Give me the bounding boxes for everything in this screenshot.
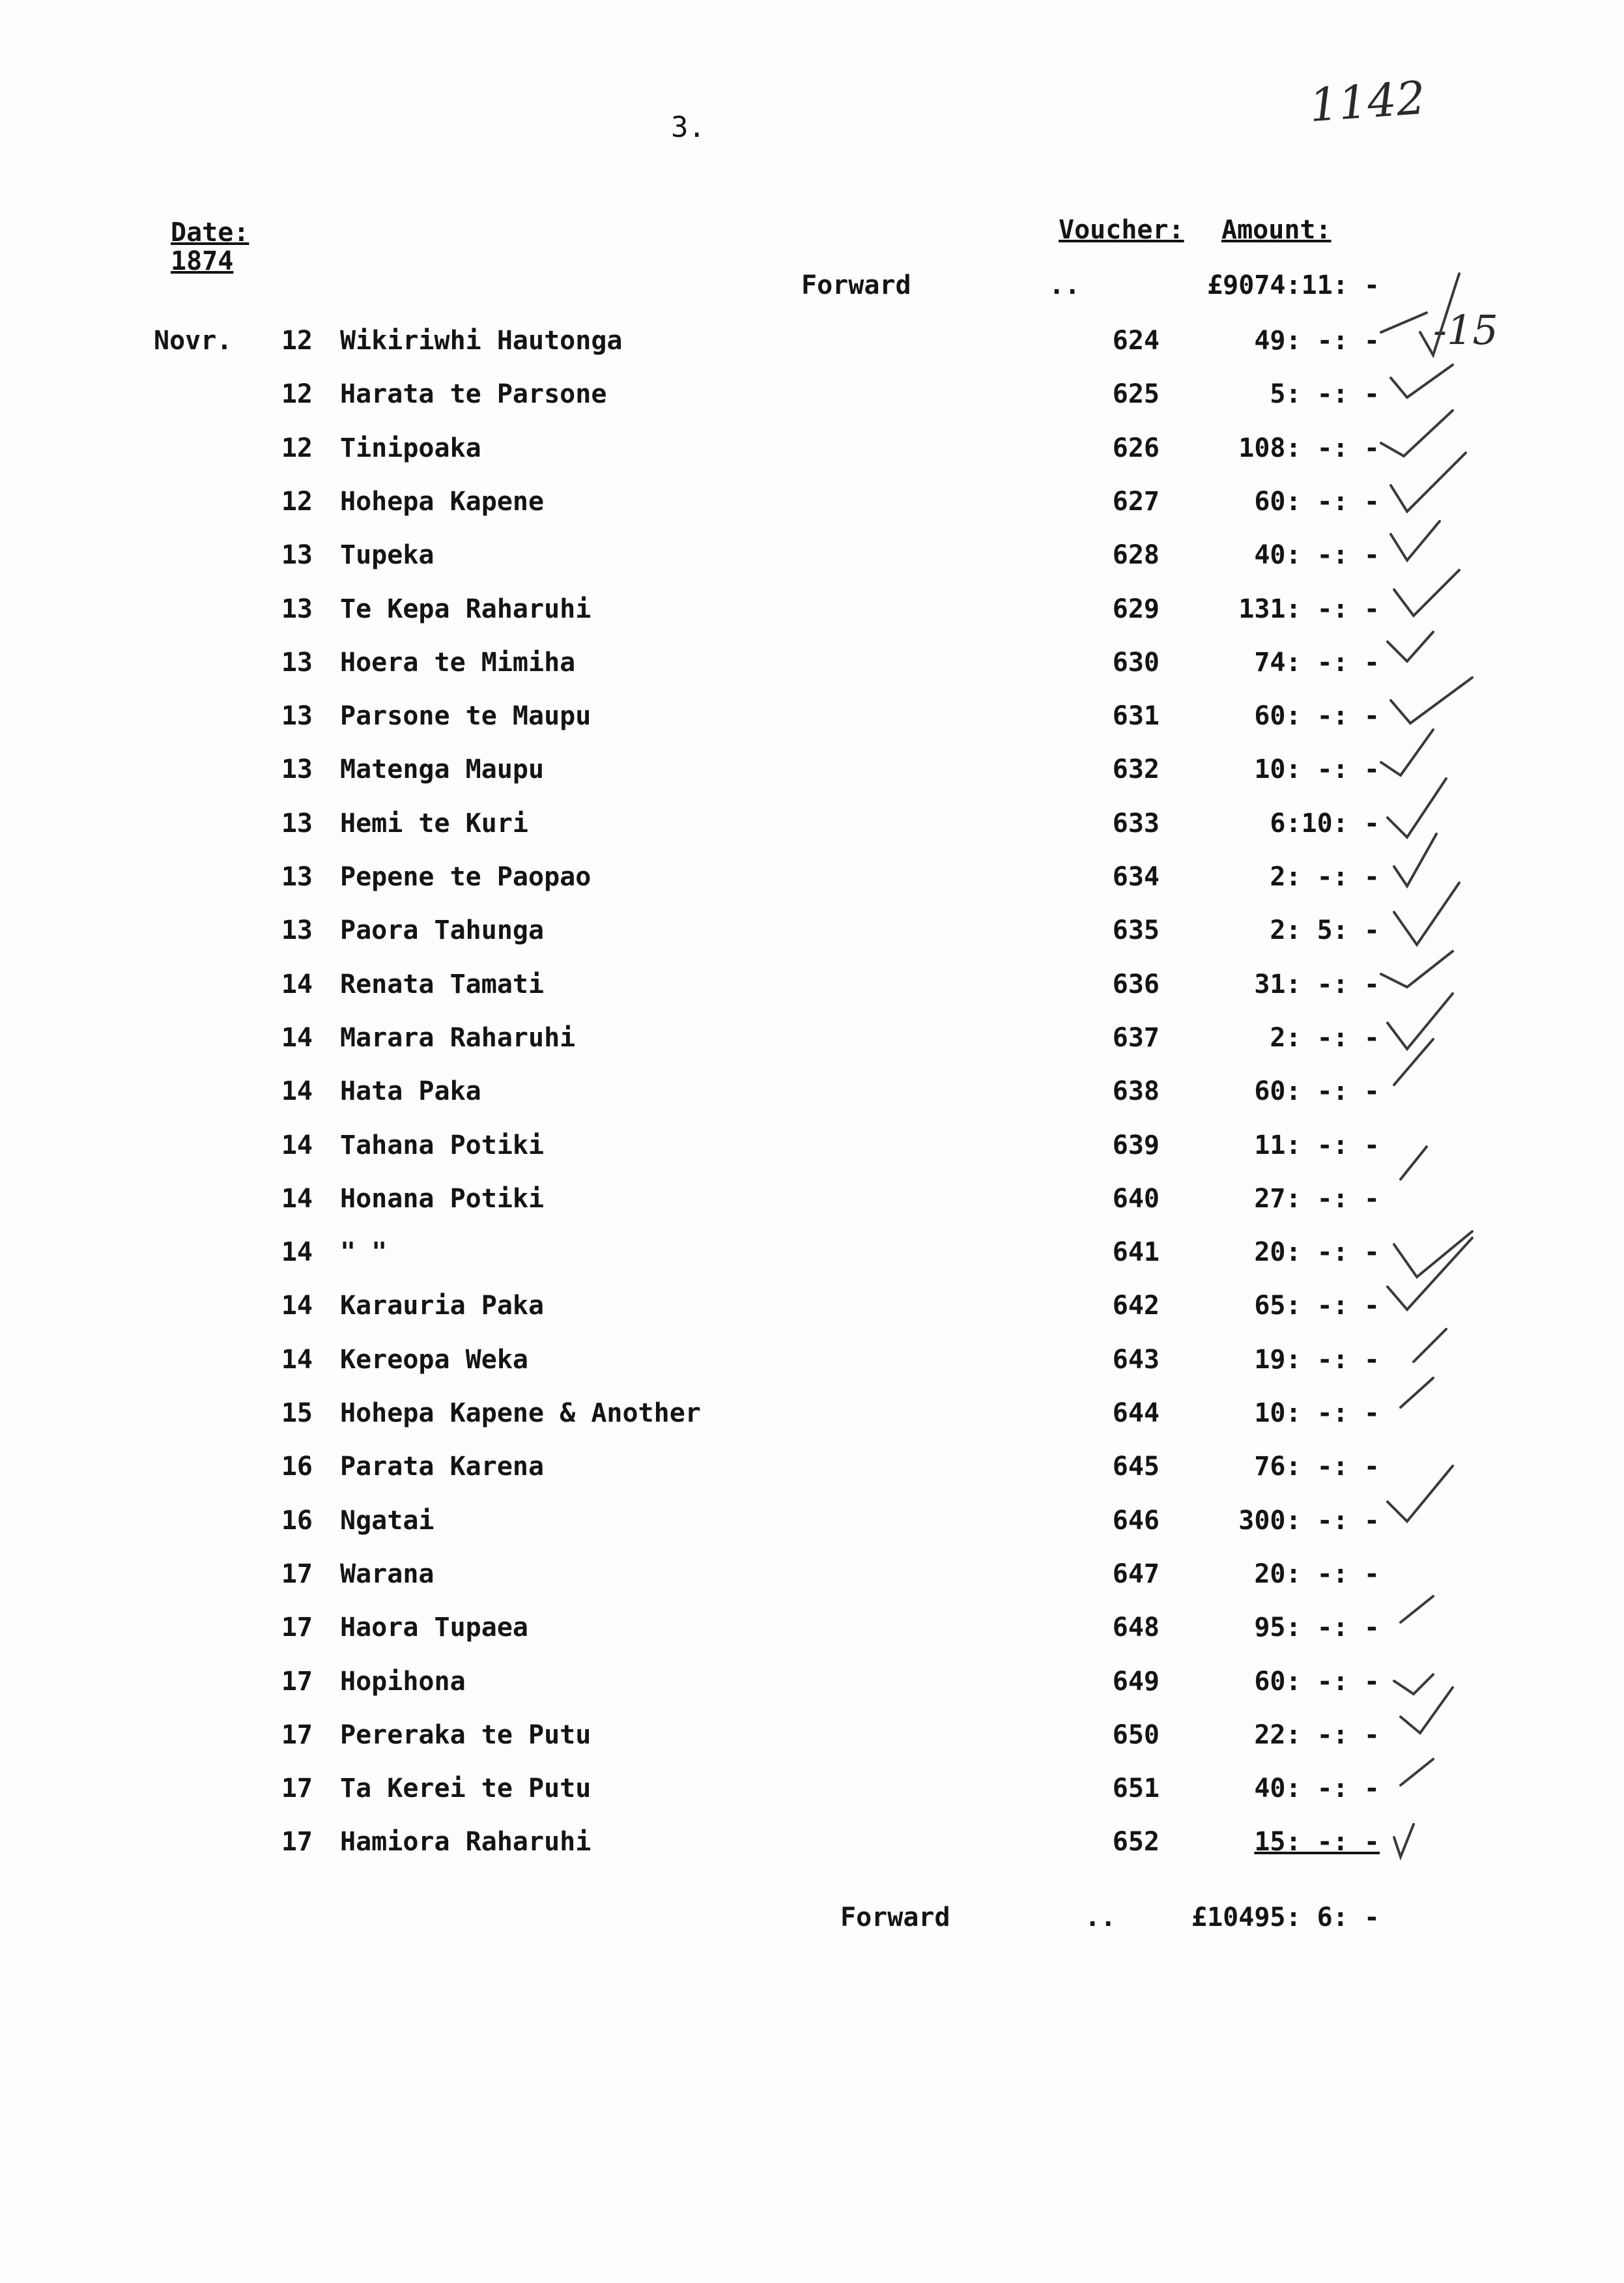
brought-forward-amount: £9074:11: -	[1207, 270, 1380, 300]
row-name: Parsone te Maupu	[340, 701, 591, 732]
row-voucher: 644	[1112, 1398, 1160, 1428]
row-day: 15	[281, 1398, 313, 1428]
row-day: 14	[281, 1183, 313, 1214]
row-name: Renata Tamati	[340, 969, 545, 999]
row-voucher: 638	[1112, 1076, 1160, 1107]
tick-mark	[1381, 410, 1453, 456]
tick-mark	[1394, 1231, 1472, 1277]
row-name: Hamiora Raharuhi	[340, 1827, 591, 1858]
row-amount: 19: -: -	[1254, 1344, 1380, 1375]
row-voucher: 650	[1112, 1719, 1160, 1750]
row-day: 14	[281, 969, 313, 999]
row-day: 16	[281, 1452, 313, 1482]
brought-forward-dots: ..	[1049, 270, 1081, 300]
row-amount: 74: -: -	[1254, 647, 1380, 678]
row-name: Wikiriwhi Hautonga	[340, 326, 623, 356]
carried-forward-label: Forward	[840, 1902, 950, 1932]
row-name: Harata te Parsone	[340, 379, 607, 410]
row-day: 13	[281, 701, 313, 732]
row-amount: 15: -: -	[1254, 1827, 1380, 1858]
tick-mark	[1394, 883, 1459, 945]
row-day: 17	[281, 1558, 313, 1589]
row-amount: 108: -: -	[1238, 433, 1380, 463]
row-amount: 49: -: -	[1254, 326, 1380, 356]
row-amount: 27: -: -	[1254, 1183, 1380, 1214]
row-voucher: 641	[1112, 1237, 1160, 1268]
row-name: Hohepa Kapene	[340, 486, 545, 517]
row-day: 17	[281, 1773, 313, 1804]
tick-mark	[1381, 951, 1453, 987]
row-amount: 31: -: -	[1254, 969, 1380, 999]
row-amount: 95: -: -	[1254, 1613, 1380, 1643]
row-day: 14	[281, 1291, 313, 1321]
row-day: 16	[281, 1505, 313, 1536]
row-amount: 60: -: -	[1254, 1666, 1380, 1697]
row-day: 14	[281, 1237, 313, 1268]
amount-header: Amount:	[1221, 215, 1332, 245]
row-voucher: 632	[1112, 754, 1160, 785]
year-label: 1874	[171, 246, 234, 276]
row-name: Hohepa Kapene & Another	[340, 1398, 701, 1428]
row-voucher: 636	[1112, 969, 1160, 999]
row-voucher: 648	[1112, 1613, 1160, 1643]
row-day: 12	[281, 326, 313, 356]
tick-mark	[1394, 1674, 1433, 1694]
tick-mark	[1391, 678, 1472, 723]
row-voucher: 652	[1112, 1827, 1160, 1858]
tick-mark	[1381, 730, 1433, 775]
tick-mark	[1388, 779, 1446, 837]
brought-forward-label: Forward	[801, 270, 911, 300]
row-day: 17	[281, 1613, 313, 1643]
row-voucher: 629	[1112, 594, 1160, 624]
tick-mark	[1394, 834, 1436, 886]
row-voucher: 637	[1112, 1022, 1160, 1053]
tick-mark	[1391, 521, 1440, 560]
row-amount: 20: -: -	[1254, 1237, 1380, 1268]
row-name: Hemi te Kuri	[340, 808, 528, 839]
row-amount: 2: -: -	[1270, 862, 1380, 892]
row-day: 13	[281, 647, 313, 678]
row-amount: 131: -: -	[1238, 594, 1380, 624]
tick-mark	[1401, 1759, 1433, 1785]
tick-mark	[1391, 453, 1466, 511]
row-amount: 10: -: -	[1254, 1398, 1380, 1428]
handwritten-reference: 1142	[1307, 70, 1427, 133]
page-number: 3.	[671, 111, 705, 144]
row-name: " "	[340, 1237, 388, 1268]
row-voucher: 624	[1112, 326, 1160, 356]
row-day: 14	[281, 1076, 313, 1107]
row-voucher: 635	[1112, 915, 1160, 946]
tick-mark	[1394, 1039, 1433, 1085]
row-amount: 65: -: -	[1254, 1291, 1380, 1321]
tick-mark	[1388, 1466, 1453, 1521]
tick-mark	[1401, 1687, 1453, 1733]
row-day: 12	[281, 486, 313, 517]
row-name: Karauria Paka	[340, 1291, 545, 1321]
row-voucher: 642	[1112, 1291, 1160, 1321]
row-day: 17	[281, 1827, 313, 1858]
row-amount: 40: -: -	[1254, 540, 1380, 571]
voucher-header: Voucher:	[1059, 215, 1184, 245]
row-voucher: 649	[1112, 1666, 1160, 1697]
row-name: Honana Potiki	[340, 1183, 545, 1214]
row-amount: 60: -: -	[1254, 1076, 1380, 1107]
row-voucher: 639	[1112, 1130, 1160, 1160]
row-name: Parata Karena	[340, 1452, 545, 1482]
row-day: 13	[281, 915, 313, 946]
row-amount: 76: -: -	[1254, 1452, 1380, 1482]
row-day: 17	[281, 1719, 313, 1750]
row-month: Novr.	[154, 326, 233, 356]
margin-note: -15	[1433, 306, 1498, 354]
tick-mark	[1388, 632, 1433, 661]
row-day: 12	[281, 433, 313, 463]
row-day: 14	[281, 1344, 313, 1375]
row-amount: 2: -: -	[1270, 1022, 1380, 1053]
row-name: Te Kepa Raharuhi	[340, 594, 591, 624]
row-voucher: 634	[1112, 862, 1160, 892]
row-day: 17	[281, 1666, 313, 1697]
row-day: 13	[281, 540, 313, 571]
row-name: Ngatai	[340, 1505, 434, 1536]
row-name: Pepene te Paopao	[340, 862, 591, 892]
row-name: Ta Kerei te Putu	[340, 1773, 591, 1804]
row-name: Haora Tupaea	[340, 1613, 528, 1643]
row-name: Tahana Potiki	[340, 1130, 545, 1160]
row-amount: 60: -: -	[1254, 701, 1380, 732]
row-day: 13	[281, 808, 313, 839]
tick-mark	[1394, 1824, 1414, 1857]
row-day: 13	[281, 754, 313, 785]
row-name: Tupeka	[340, 540, 434, 571]
row-day: 13	[281, 862, 313, 892]
row-amount: 2: 5: -	[1270, 915, 1380, 946]
row-voucher: 626	[1112, 433, 1160, 463]
row-day: 14	[281, 1022, 313, 1053]
row-name: Warana	[340, 1558, 434, 1589]
tick-mark	[1388, 994, 1453, 1049]
carried-forward-dots: ..	[1085, 1902, 1117, 1932]
row-name: Pereraka te Putu	[340, 1719, 591, 1750]
row-amount: 40: -: -	[1254, 1773, 1380, 1804]
row-day: 13	[281, 594, 313, 624]
row-name: Marara Raharuhi	[340, 1022, 576, 1053]
tick-mark	[1391, 365, 1453, 397]
row-voucher: 643	[1112, 1344, 1160, 1375]
row-voucher: 651	[1112, 1773, 1160, 1804]
row-voucher: 640	[1112, 1183, 1160, 1214]
row-voucher: 625	[1112, 379, 1160, 410]
row-voucher: 627	[1112, 486, 1160, 517]
tick-mark	[1381, 313, 1427, 332]
tick-mark	[1401, 1596, 1433, 1622]
row-amount: 11: -: -	[1254, 1130, 1380, 1160]
row-name: Tinipoaka	[340, 433, 481, 463]
tick-mark	[1401, 1147, 1427, 1179]
row-amount: 60: -: -	[1254, 486, 1380, 517]
row-day: 14	[281, 1130, 313, 1160]
row-amount: 10: -: -	[1254, 754, 1380, 785]
row-name: Hata Paka	[340, 1076, 481, 1107]
row-amount: 20: -: -	[1254, 1558, 1380, 1589]
row-amount: 6:10: -	[1270, 808, 1380, 839]
row-voucher: 647	[1112, 1558, 1160, 1589]
carried-forward-amount: £10495: 6: -	[1191, 1902, 1380, 1932]
tick-mark	[1394, 570, 1459, 616]
row-voucher: 630	[1112, 647, 1160, 678]
row-voucher: 646	[1112, 1505, 1160, 1536]
row-name: Kereopa Weka	[340, 1344, 528, 1375]
row-name: Paora Tahunga	[340, 915, 545, 946]
row-voucher: 645	[1112, 1452, 1160, 1482]
tick-mark	[1401, 1378, 1433, 1407]
row-amount: 22: -: -	[1254, 1719, 1380, 1750]
row-amount: 5: -: -	[1270, 379, 1380, 410]
row-voucher: 633	[1112, 808, 1160, 839]
row-voucher: 631	[1112, 701, 1160, 732]
tick-mark	[1414, 1329, 1446, 1362]
date-label: Date:	[171, 218, 249, 248]
row-name: Matenga Maupu	[340, 754, 545, 785]
row-amount: 300: -: -	[1238, 1505, 1380, 1536]
row-name: Hoera te Mimiha	[340, 647, 576, 678]
row-day: 12	[281, 379, 313, 410]
tick-mark	[1388, 1238, 1472, 1310]
row-voucher: 628	[1112, 540, 1160, 571]
row-name: Hopihona	[340, 1666, 466, 1697]
